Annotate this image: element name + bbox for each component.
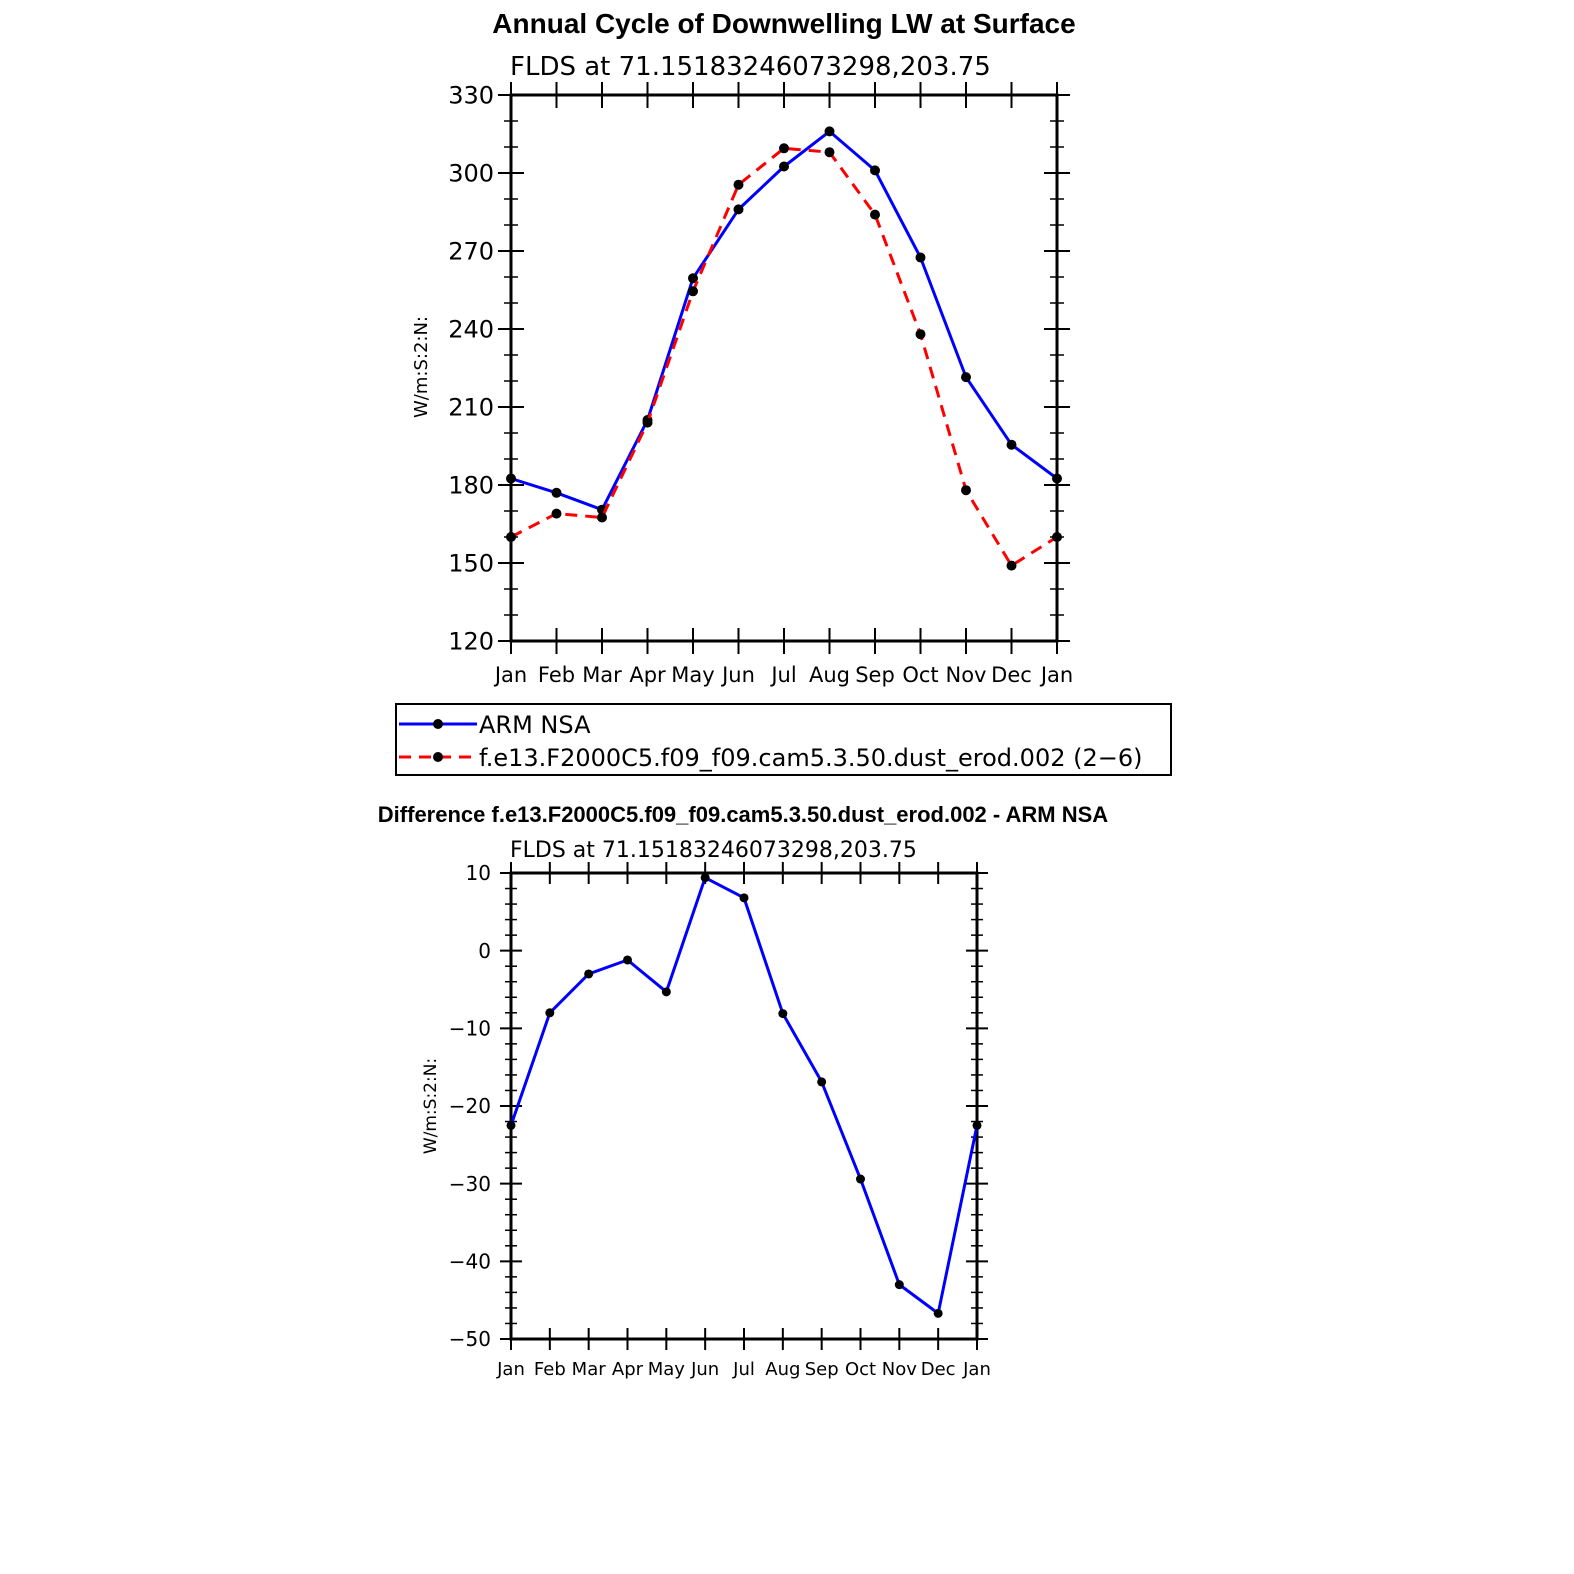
x-tick-label: Jul: [771, 663, 797, 687]
chart1-plot-frame: [511, 95, 1057, 641]
series-0-point: [545, 1008, 554, 1017]
chart1-title: Annual Cycle of Downwelling LW at Surface: [492, 8, 1076, 39]
series-1-point: [1052, 532, 1062, 542]
series-0-point: [778, 1009, 787, 1018]
x-tick-label: Dec: [991, 663, 1032, 687]
series-line-0: [511, 878, 977, 1314]
series-0-point: [1007, 440, 1017, 450]
y-tick-label: 240: [448, 315, 494, 344]
y-tick-label: 0: [478, 938, 491, 963]
series-1-point: [825, 147, 835, 157]
y-tick-label: 120: [448, 627, 494, 656]
series-0-point: [895, 1280, 904, 1289]
x-tick-label: May: [647, 1359, 685, 1380]
series-1-point: [1007, 561, 1017, 571]
series-1-point: [961, 485, 971, 495]
chart1-series: [506, 126, 1062, 570]
series-0-point: [825, 126, 835, 136]
series-0-point: [934, 1309, 943, 1318]
chart2-plot-frame: [511, 873, 977, 1339]
y-tick-label: −20: [448, 1094, 491, 1119]
series-0-point: [506, 474, 516, 484]
series-0-point: [701, 873, 710, 882]
x-tick-label: May: [671, 663, 715, 687]
y-tick-label: 180: [448, 471, 494, 500]
series-0-point: [1052, 474, 1062, 484]
chart2-title: Difference f.e13.F2000C5.f09_f09.cam5.3.50.dust_erod.002 - ARM NSA: [377, 802, 1109, 827]
x-tick-label: Apr: [611, 1359, 644, 1380]
x-tick-label: Dec: [920, 1359, 956, 1380]
x-tick-label: Aug: [765, 1359, 801, 1380]
x-tick-label: Mar: [571, 1359, 606, 1380]
chart2-subtitle: FLDS at 71.15183246073298,203.75: [510, 838, 917, 863]
chart1-y-axis-label: W/m:S:2:N:: [411, 316, 432, 418]
series-0-point: [973, 1121, 982, 1130]
x-tick-label: Oct: [902, 663, 939, 687]
series-0-point: [584, 969, 593, 978]
y-tick-label: −10: [448, 1016, 491, 1041]
series-1-point: [597, 513, 607, 523]
x-tick-label: Feb: [537, 663, 576, 687]
y-tick-label: −50: [448, 1327, 491, 1352]
series-1-point: [552, 509, 562, 519]
series-1-point: [506, 532, 516, 542]
series-1-point: [734, 180, 744, 190]
y-tick-label: 330: [448, 81, 494, 110]
series-0-point: [740, 893, 749, 902]
x-tick-label: Apr: [629, 663, 666, 687]
series-1-point: [916, 329, 926, 339]
chart1-x-ticks: [493, 82, 1073, 687]
series-0-point: [779, 162, 789, 172]
y-tick-label: 10: [465, 861, 491, 886]
x-tick-label: Feb: [533, 1359, 566, 1380]
legend-label-model: f.e13.F2000C5.f09_f09.cam5.3.50.dust_erod.002 (2−6): [479, 744, 1143, 772]
chart2-x-ticks: [496, 862, 991, 1380]
x-tick-label: Jan: [494, 663, 528, 687]
series-0-point: [552, 488, 562, 498]
chart1-legend: [396, 704, 1171, 775]
x-tick-label: Jan: [1040, 663, 1074, 687]
series-0-point: [870, 165, 880, 175]
series-0-point: [623, 955, 632, 964]
annual-cycle-chart: [411, 8, 1076, 687]
chart1-subtitle: FLDS at 71.15183246073298,203.75: [510, 52, 991, 82]
x-tick-label: Nov: [881, 1359, 917, 1380]
series-0-point: [662, 987, 671, 996]
x-tick-label: Nov: [945, 663, 987, 687]
chart2-y-axis-label: W/m:S:2:N:: [421, 1057, 441, 1155]
series-0-point: [734, 204, 744, 214]
series-1-point: [688, 286, 698, 296]
x-tick-label: Jan: [963, 1359, 991, 1380]
y-tick-label: 270: [448, 237, 494, 266]
x-tick-label: Aug: [808, 663, 851, 687]
y-tick-label: 150: [448, 549, 494, 578]
legend-label-arm-nsa: ARM NSA: [479, 711, 591, 739]
series-1-point: [779, 143, 789, 153]
series-line-1: [511, 148, 1057, 565]
x-tick-label: Mar: [582, 663, 622, 687]
x-tick-label: Sep: [855, 663, 895, 687]
series-line-0: [511, 131, 1057, 509]
y-tick-label: −30: [448, 1171, 491, 1196]
series-0-point: [856, 1175, 865, 1184]
legend-marker-model: [433, 752, 443, 762]
series-1-point: [870, 210, 880, 220]
x-tick-label: Jun: [722, 663, 755, 687]
series-0-point: [961, 372, 971, 382]
series-0-point: [507, 1121, 516, 1130]
x-tick-label: Jun: [691, 1359, 720, 1380]
chart2-series: [507, 873, 982, 1318]
x-tick-label: Oct: [844, 1359, 877, 1380]
legend-marker-arm-nsa: [433, 719, 443, 729]
x-tick-label: Jul: [733, 1359, 755, 1380]
y-tick-label: 210: [448, 393, 494, 422]
series-1-point: [643, 418, 653, 428]
y-tick-label: 300: [448, 159, 494, 188]
y-tick-label: −40: [448, 1249, 491, 1274]
x-tick-label: Jan: [497, 1359, 525, 1380]
series-0-point: [817, 1077, 826, 1086]
x-tick-label: Sep: [804, 1359, 839, 1380]
difference-chart: [378, 802, 1109, 1380]
chart2-y-ticks: [449, 861, 988, 1351]
series-0-point: [916, 253, 926, 263]
